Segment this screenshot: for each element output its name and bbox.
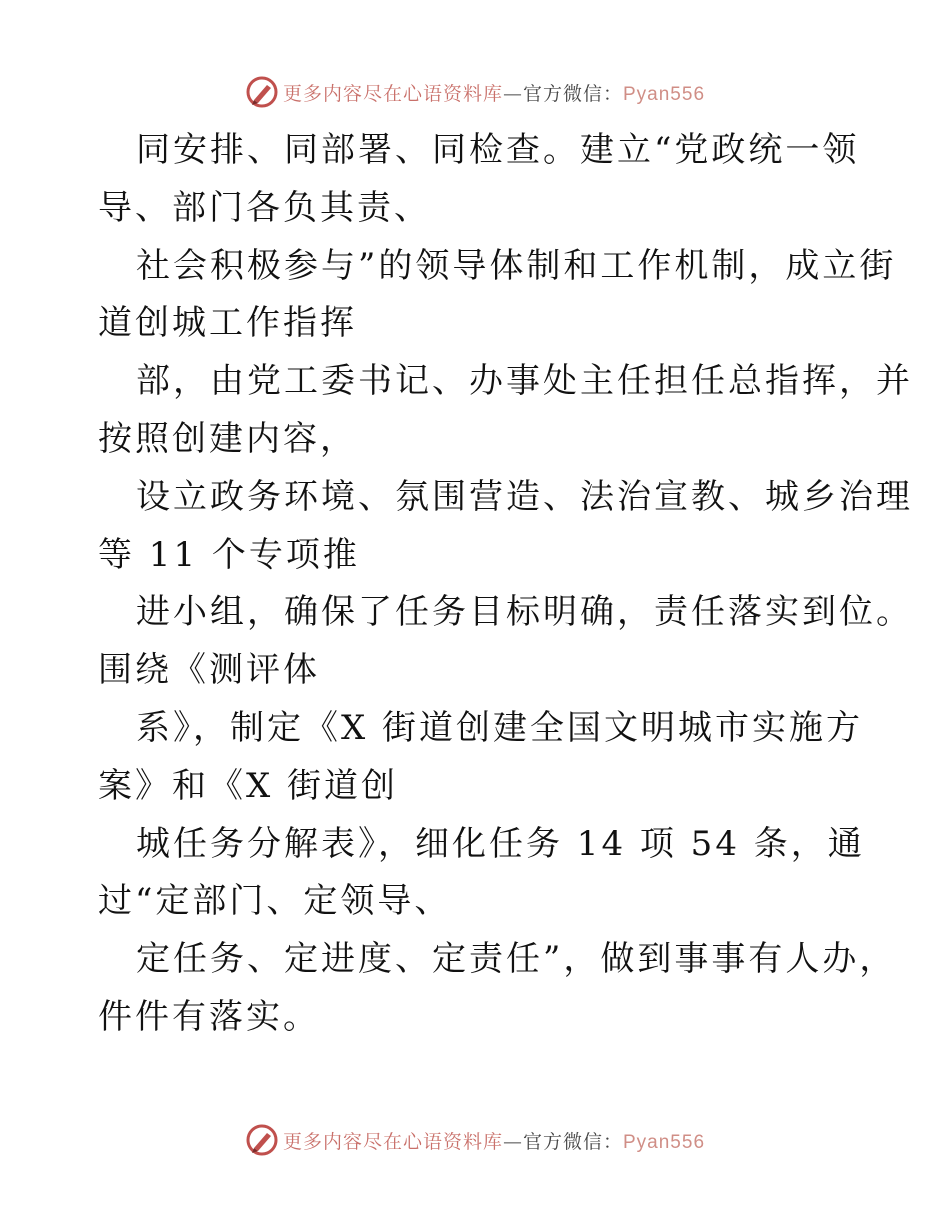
- body-line: 等 11 个专项推: [98, 534, 360, 575]
- watermark-main-text: 更多内容尽在心语资料库: [282, 82, 503, 105]
- watermark-main-text: 更多内容尽在心语资料库: [282, 1130, 503, 1153]
- body-line: 案》和《X 街道创: [98, 765, 399, 806]
- watermark-text: [283, 79, 705, 106]
- body-line: 围绕《测评体: [98, 650, 320, 691]
- body-line: 过“定部门、定领导、: [98, 881, 452, 922]
- watermark-separator: —: [502, 1130, 523, 1153]
- watermark-official-label: 官方微信：: [522, 1130, 623, 1153]
- body-line: 系》，制定《X 街道创建全国文明城市实施方: [136, 707, 864, 748]
- body-line: 设立政务环境、氛围营造、法治宣教、城乡治理: [136, 476, 913, 517]
- body-line: 同安排、同部署、同检查。建立“党政统一领: [136, 130, 860, 170]
- watermark-separator: —: [502, 82, 523, 105]
- watermark-official-label: 官方微信：: [522, 82, 623, 105]
- body-line: 城任务分解表》，细化任务 14 项 54 条，通: [136, 823, 865, 864]
- document-body: [98, 122, 913, 1047]
- body-line: 进小组，确保了任务目标明确，责任落实到位。: [136, 592, 913, 633]
- pen-logo-icon: [245, 1123, 279, 1157]
- pen-logo-icon: [245, 75, 279, 109]
- body-line: 部，由党工委书记、办事处主任担任总指挥，并: [136, 361, 913, 402]
- watermark-handle: Pyan556: [623, 83, 706, 105]
- watermark-handle: Pyan556: [623, 1131, 706, 1153]
- body-line: 件件有落实。: [98, 996, 320, 1037]
- body-line: 导、部门各负其责、: [98, 187, 431, 228]
- body-line: 社会积极参与”的领导体制和工作机制，成立街: [136, 245, 897, 286]
- watermark-text: [283, 1127, 705, 1154]
- body-line: 按照创建内容，: [98, 418, 357, 459]
- body-line: 定任务、定进度、定责任”，做到事事有人办，: [136, 939, 897, 980]
- body-line: 道创城工作指挥: [98, 303, 357, 344]
- header-watermark: [0, 72, 950, 112]
- footer-watermark: [0, 1120, 950, 1160]
